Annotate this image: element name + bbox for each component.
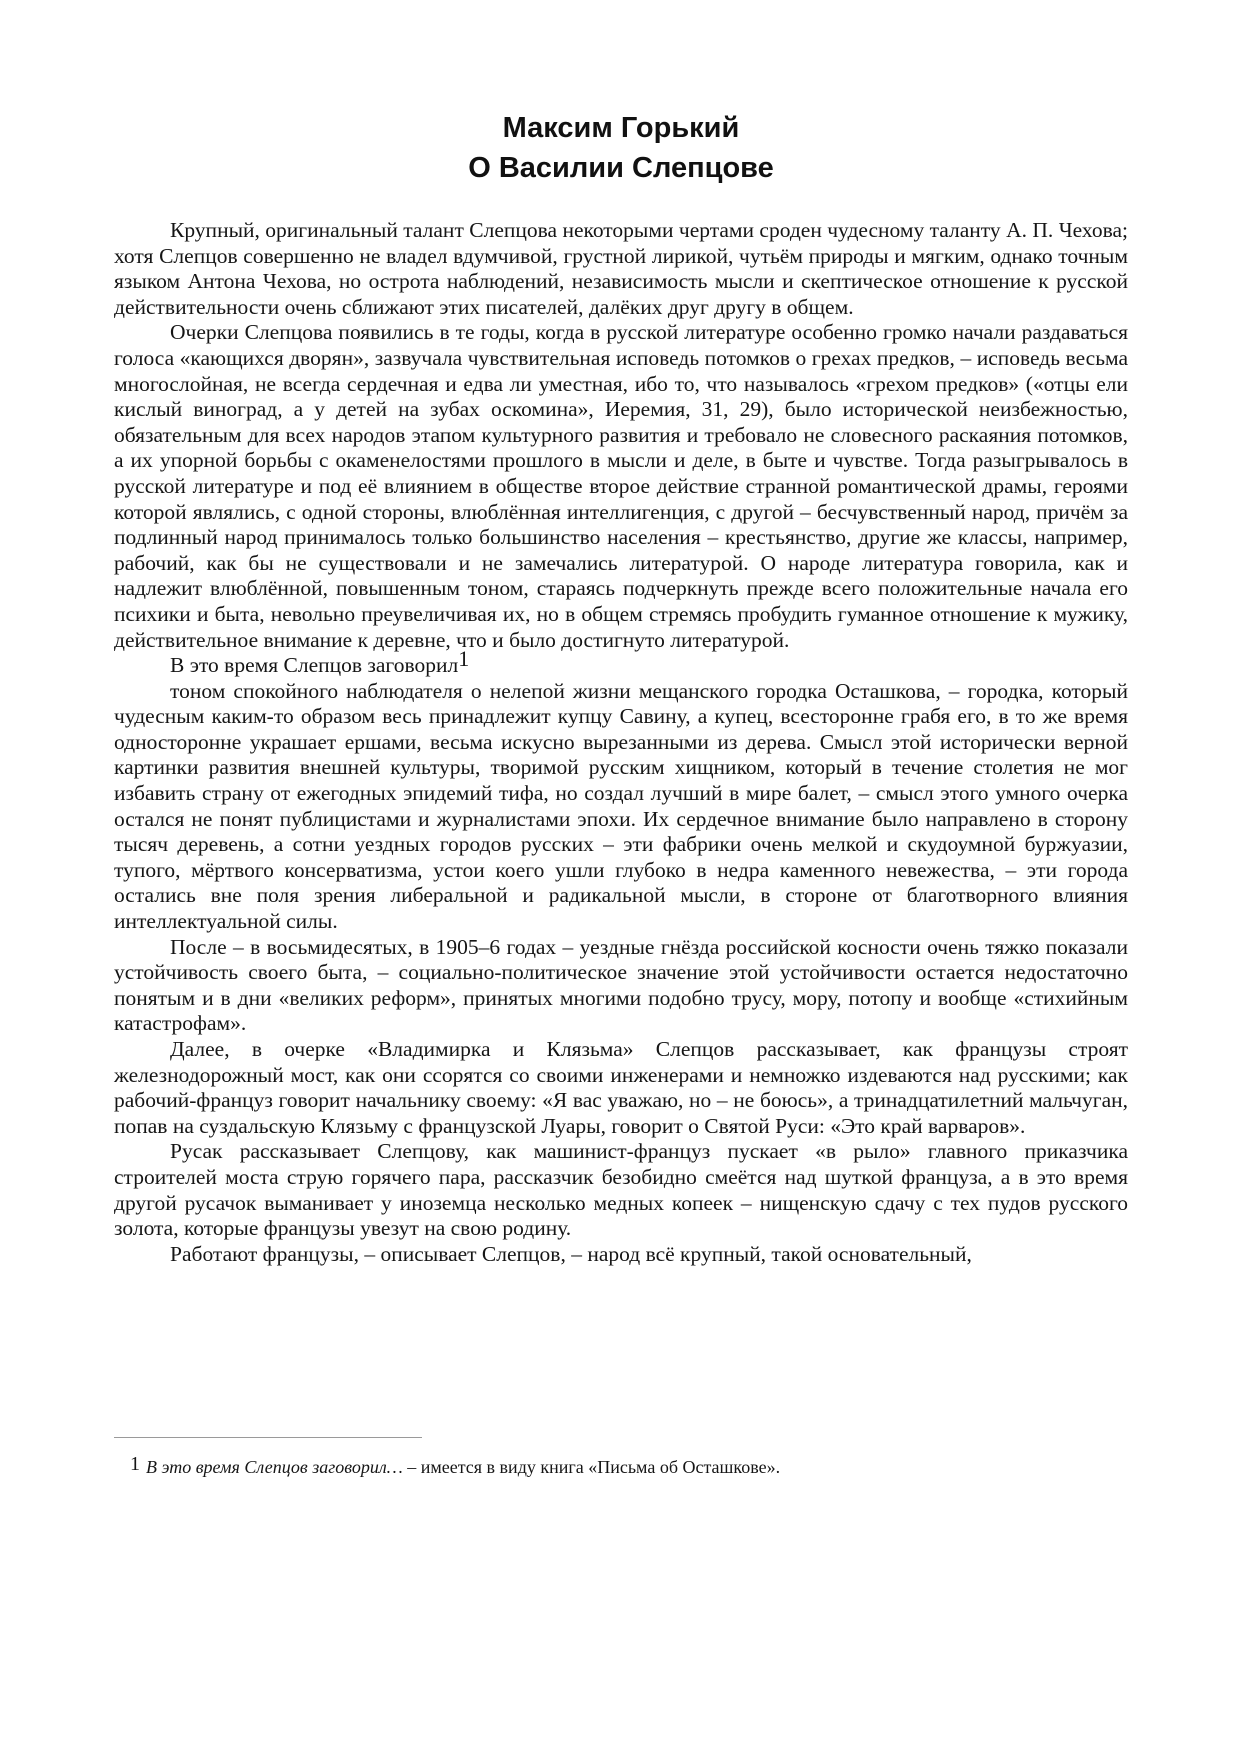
paragraph-5: После – в восьмидесятых, в 1905–6 годах – уездные гнёзда российской косности очень тяжко показали устойчивость своего быта, – социально-политическое значение этой устойчивости остается недостаточно понятым и в дни «великих реформ», принятых многими подобно трусу, мору, потопу и вообще «стихийным катастрофам». <box>114 934 1128 1036</box>
paragraph-8: Работают французы, – описывает Слепцов, – народ всё крупный, такой основательный, <box>170 1241 972 1266</box>
work-title: О Василии Слепцове <box>468 152 774 184</box>
footnote <box>130 1452 1130 1479</box>
article-body <box>114 218 1128 1267</box>
footnote-number: 1 <box>130 1453 140 1475</box>
paragraph-4: тоном спокойного наблюдателя о нелепой жизни мещанского городка Осташкова, – городка, который чудесным каким-то образом весь принадлежит купцу Савину, а купец, всесторонне грабя его, в то же время односторонне украшает ершами, весьма искусно вырезанными из дерева. Смысл этой исторически верной картинки развития внешней культуры, творимой русским хищником, который в течение столетия не мог избавить страну от ежегодных эпидемий тифа, но создал лучший в мире балет, – смысл этого умного очерка остался не понят публицистами и журналистами эпохи. Их сердечное внимание было направлено в сторону тысяч деревень, а сотни уездных городов русских – эти фабрики очень мелкой и скудоумной буржуазии, тупого, мёртвого консерватизма, устои коего ушли глубоко в недра каменного невежества, – эти города остались вне поля зрения либеральной и радикальной мысли, в стороне от благотворного влияния интеллектуальной силы. <box>114 678 1128 934</box>
footnote-reference: 1 <box>458 646 470 672</box>
paragraph-6: Далее, в очерке «Владимирка и Клязьма» Слепцов рассказывает, как французы строят железнодорожный мост, как они ссорятся со своими инженерами и немножко издеваются над русскими; как рабочий-француз говорит начальнику своему: «Я вас уважаю, но – не боюсь», а тринадцатилетний мальчуган, попав на суздальскую Клязьму с французской Луары, говорит о Святой Руси: «Это край варваров». <box>114 1037 1128 1138</box>
footnote-divider <box>114 1437 422 1438</box>
paragraph-1: Крупный, оригинальный талант Слепцова некоторыми чертами сроден чудесному таланту А. П. Чехова; хотя Слепцов совершенно не владел вдумчивой, грустной лирикой, чутьём природы и мягким, однако точным языком Антона Чехова, но острота наблюдений, независимость мысли и скептическое отношение к русской действительности очень сближают этих писателей, далёких друг другу в общем. <box>114 218 1128 319</box>
paragraph-3-text: В это время Слепцов заговорил <box>170 653 459 678</box>
title-block <box>114 108 1128 188</box>
paragraph-2: Очерки Слепцова появились в те годы, когда в русской литературе особенно громко начали раздаваться голоса «кающихся дворян», зазвучала чувствительная исповедь потомков о грехах предков, – исповедь весьма многослойная, не всегда сердечная и едва ли уместная, ибо то, что называлось «грехом предков» («отцы ели кислый виноград, а у детей на зубах оскомина», Иеремия, 31, 29), было исторической неизбежностью, обязательным для всех народов этапом культурного развития и требовало не словесного раскаяния потомков, а их упорной борьбы с окаменелостями прошлого в мысли и деле, в быте и чувстве. Тогда разыгрывалось в русской литературе и под её влиянием в обществе второе действие странной романтической драмы, героями которой являлись, с одной стороны, влюблённая интеллигенция, с другой – бесчувственный народ, причём за подлинный народ принималось только большинство населения – крестьянство, другие же классы, например, рабочий, как бы не существовали и не замечались литературой. О народе литература говорила, как и надлежит влюблённой, повышенным тоном, стараясь подчеркнуть прежде всего положительные начала его психики и быта, невольно преувеличивая их, но в общем стремясь пробудить гуманное отношение к мужику, действительное внимание к деревне, что и было достигнуто литературой. <box>114 320 1128 652</box>
paragraph-3 <box>114 646 1128 679</box>
author-name: Максим Горький <box>502 112 740 144</box>
footnote-text: – имеется в виду книга «Письма об Осташкове». <box>402 1457 781 1477</box>
paragraph-7: Русак рассказывает Слепцову, как машинист-француз пускает «в рыло» главного приказчика строителей моста струю горячего пара, рассказчик безобидно смеётся над шуткой француза, а в это время другой русачок выманивает у иноземца несколько медных копеек – нищенскую сдачу с тех пудов русского золота, которые французы увезут на свою родину. <box>114 1139 1128 1241</box>
footnote-italic-text: В это время Слепцов заговорил… <box>146 1457 403 1477</box>
